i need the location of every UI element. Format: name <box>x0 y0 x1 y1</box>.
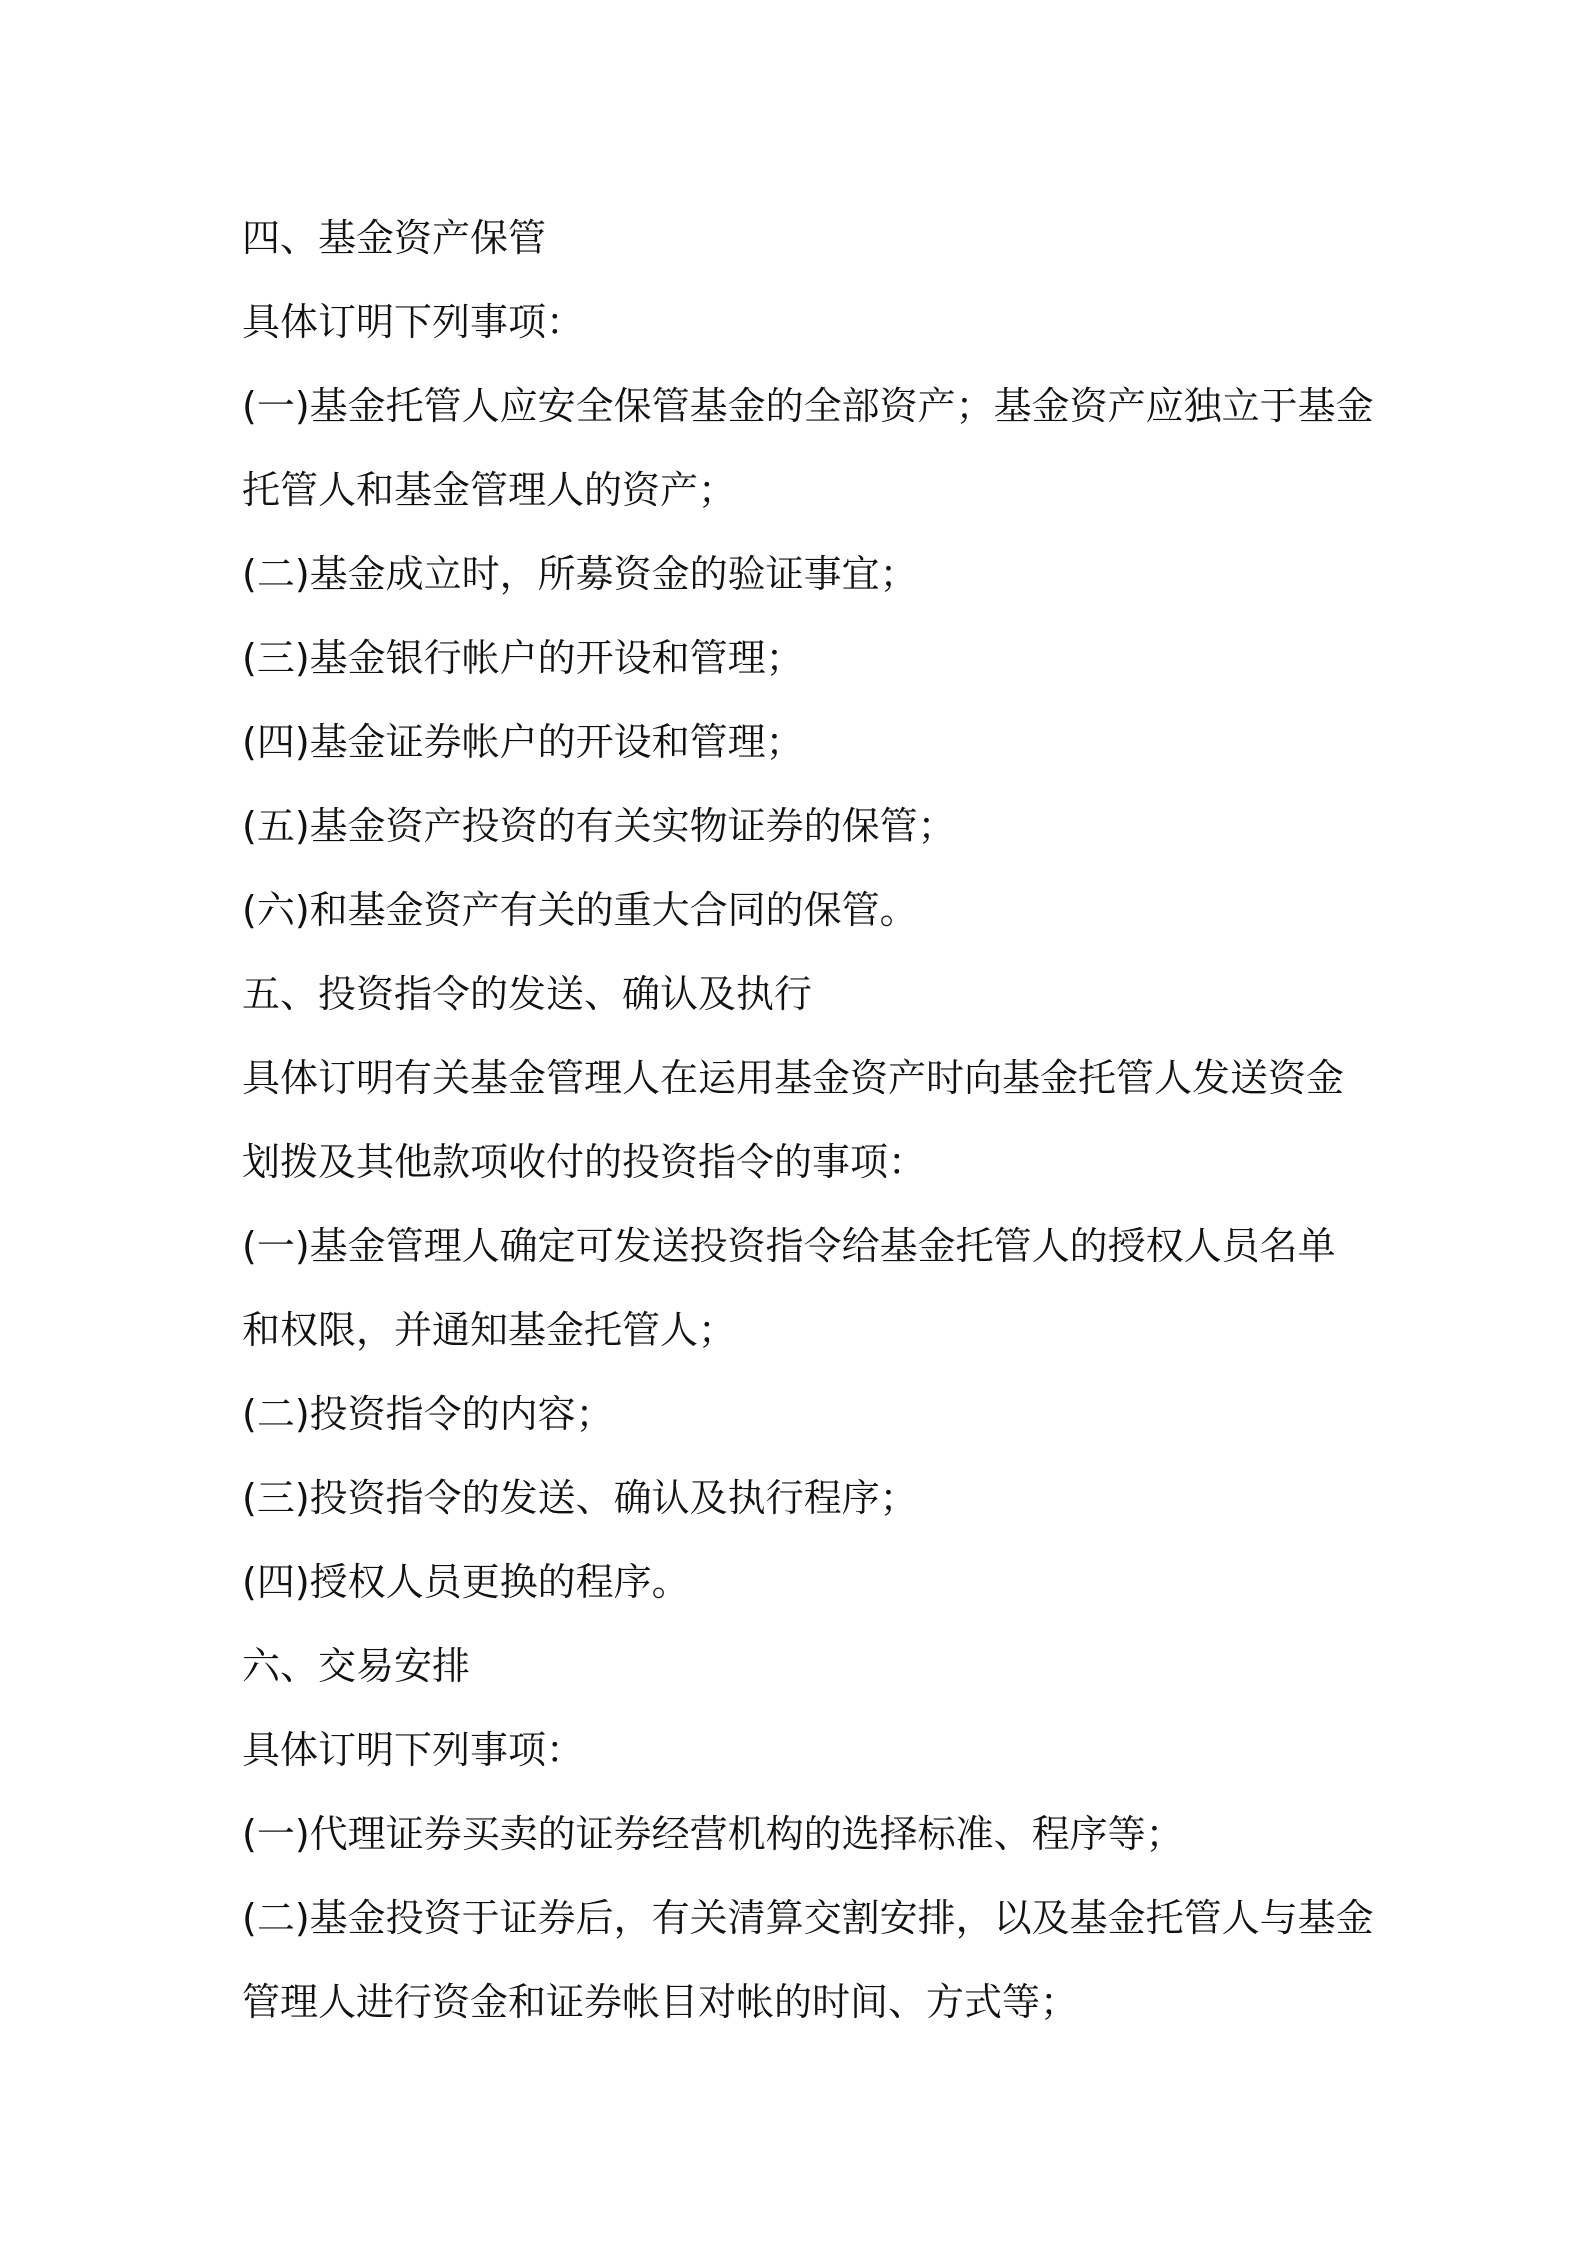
paragraph-line: 托管人和基金管理人的资产； <box>242 468 737 512</box>
paragraph-line: (四)基金证券帐户的开设和管理； <box>242 720 804 764</box>
paragraph-line: (三)基金银行帐户的开设和管理； <box>242 636 804 680</box>
paragraph-line: (一)基金管理人确定可发送投资指令给基金托管人的授权人员名单 <box>242 1224 1336 1268</box>
section-heading-5: 五、投资指令的发送、确认及执行 <box>242 972 813 1016</box>
paragraph-line: (五)基金资产投资的有关实物证券的保管； <box>242 804 956 848</box>
paragraph-line: (一)基金托管人应安全保管基金的全部资产；基金资产应独立于基金 <box>242 384 1374 428</box>
paragraph-line: (二)基金投资于证券后，有关清算交割安排，以及基金托管人与基金 <box>242 1896 1374 1940</box>
paragraph-line: (六)和基金资产有关的重大合同的保管。 <box>242 888 918 932</box>
paragraph-line: (二)投资指令的内容； <box>242 1392 614 1436</box>
section-heading-6: 六、交易安排 <box>242 1644 471 1688</box>
paragraph-line: 管理人进行资金和证券帐目对帐的时间、方式等； <box>242 1980 1079 2024</box>
document-body <box>242 196 1372 2044</box>
paragraph-line: (二)基金成立时，所募资金的验证事宜； <box>242 552 918 596</box>
paragraph-line: 具体订明有关基金管理人在运用基金资产时向基金托管人发送资金 <box>242 1056 1345 1100</box>
paragraph-line: 划拨及其他款项收付的投资指令的事项： <box>242 1140 927 1184</box>
section-heading-4: 四、基金资产保管 <box>242 216 547 260</box>
paragraph-line: 和权限，并通知基金托管人； <box>242 1308 737 1352</box>
paragraph-line: (三)投资指令的发送、确认及执行程序； <box>242 1476 918 1520</box>
paragraph-line: 具体订明下列事项： <box>242 300 585 344</box>
paragraph-line: 具体订明下列事项： <box>242 1728 585 1772</box>
paragraph-line: (一)代理证券买卖的证券经营机构的选择标准、程序等； <box>242 1812 1184 1856</box>
paragraph-line: (四)授权人员更换的程序。 <box>242 1560 690 1604</box>
